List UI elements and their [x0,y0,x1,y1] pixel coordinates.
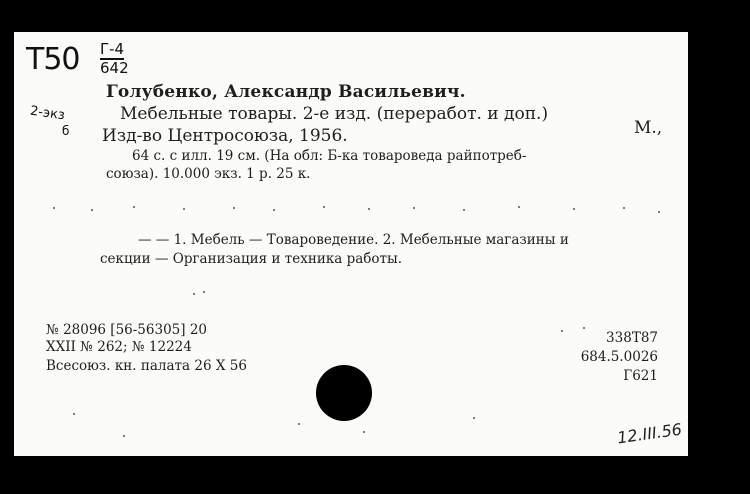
title-line: Мебельные товары. 2-е изд. (переработ. и доп.) [120,104,549,124]
margin-copies-note: 2-экз [29,103,66,124]
margin-mark: б [62,124,70,138]
subject-headings-line-2: секции — Организация и техника работы. [100,251,403,267]
registration-line-2: XXII № 262; № 12224 [46,339,192,355]
author-heading: Голубенко, Александр Васильевич. [106,82,466,102]
physical-description-line-2: союза). 10.000 экз. 1 р. 25 к. [106,166,311,182]
catalog-card [14,32,688,456]
registration-line-3: Всесоюз. кн. палата 26 X 56 [46,358,247,374]
classification-code-1: 338Т87 [606,330,658,346]
card-punch-hole [316,365,372,421]
physical-description-line-1: 64 с. с илл. 19 см. (На обл: Б-ка товароведа райпотреб- [132,148,527,164]
handwritten-date-stamp: 12.III.56 [615,419,684,448]
shelf-mark-top: Г-4 [100,40,125,58]
shelf-mark-bottom: 642 [100,59,129,77]
classification-code-3: Г621 [623,368,658,384]
classification-code-2: 684.5.0026 [580,349,658,365]
subject-headings-line-1: — — 1. Мебель — Товароведение. 2. Мебельные магазины и [138,232,569,248]
publisher-line: Изд-во Центросоюза, 1956. [102,126,348,146]
registration-line-1: № 28096 [56-56305] 20 [46,322,207,338]
shelf-mark-main: T50 [26,42,80,77]
place-of-publication: М., [634,118,663,138]
